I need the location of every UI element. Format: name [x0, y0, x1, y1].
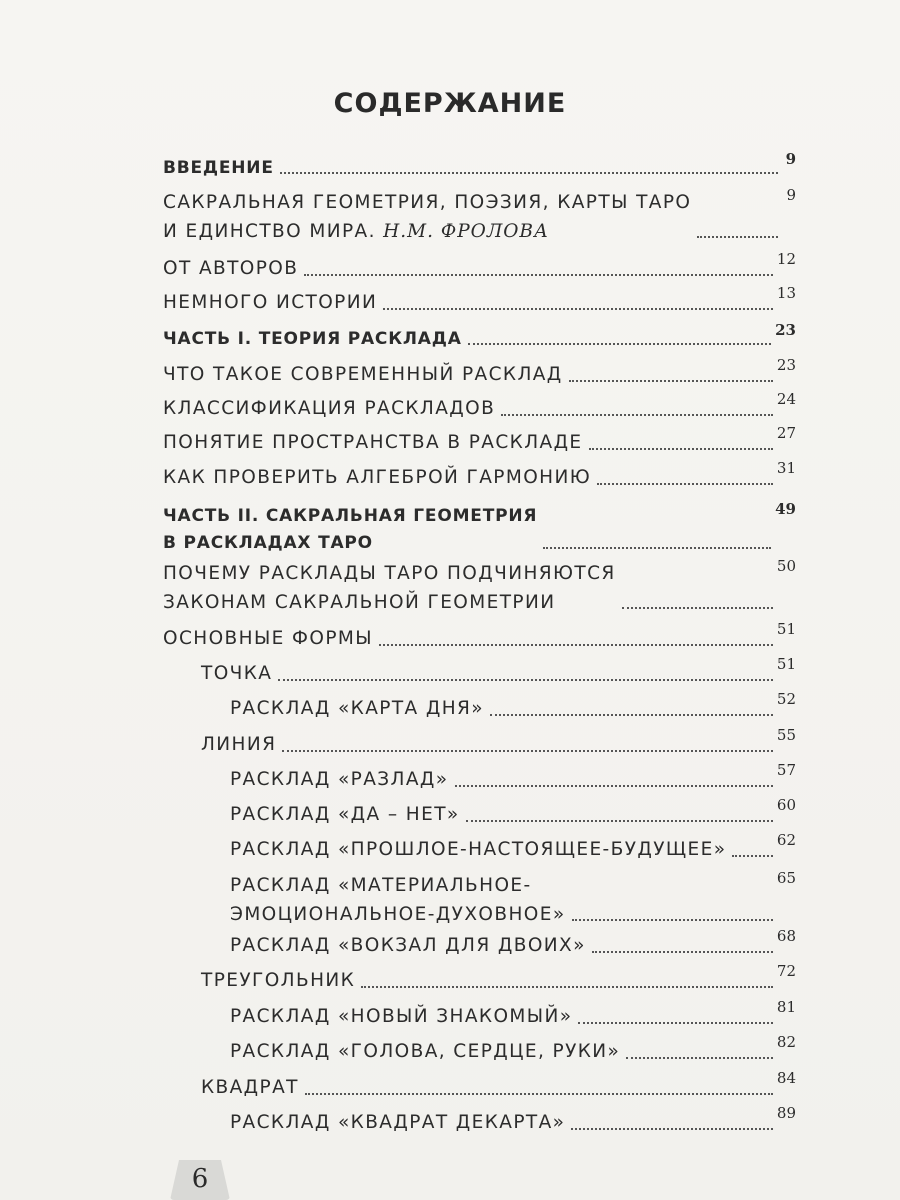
- toc-entry[interactable]: [163, 321, 796, 349]
- toc-entry[interactable]: [163, 459, 796, 488]
- dot-leader: [379, 644, 773, 646]
- toc-entry[interactable]: [201, 655, 796, 684]
- dot-leader: [304, 274, 773, 276]
- toc-page-number: 51: [776, 655, 796, 673]
- toc-entry-title: ПОНЯТИЕ ПРОСТРАНСТВА В РАСКЛАДЕ: [163, 432, 583, 453]
- toc-entry[interactable]: [230, 796, 796, 825]
- toc-entry-title: РАСКЛАД «ПРОШЛОЕ-НАСТОЯЩЕЕ-БУДУЩЕЕ»: [230, 839, 727, 860]
- dot-leader: [490, 714, 773, 716]
- toc-entry[interactable]: [230, 998, 796, 1027]
- dot-leader: [282, 750, 773, 752]
- toc-entry[interactable]: [163, 186, 796, 242]
- toc-page-number: 81: [776, 998, 796, 1016]
- dot-leader: [468, 343, 771, 345]
- toc-entry-title: И ЕДИНСТВО МИРА.: [163, 220, 376, 242]
- toc-entry-title: КВАДРАТ: [201, 1077, 299, 1098]
- page-number: 6: [191, 1164, 209, 1194]
- toc-entry[interactable]: [201, 962, 796, 991]
- toc-page-number: 57: [776, 761, 796, 779]
- dot-leader: [501, 414, 773, 416]
- dot-leader: [383, 308, 773, 310]
- toc-page-number: 55: [776, 726, 796, 744]
- toc-entry[interactable]: [230, 761, 796, 790]
- toc-page-number: 12: [776, 250, 796, 268]
- toc-entry-title: КЛАССИФИКАЦИЯ РАСКЛАДОВ: [163, 398, 496, 419]
- toc-entry[interactable]: [163, 390, 796, 419]
- dot-leader: [455, 785, 773, 787]
- toc-page-number: 50: [776, 557, 796, 575]
- toc-page-number: 49: [775, 500, 796, 518]
- toc-page-number: 60: [776, 796, 796, 814]
- dot-leader: [592, 951, 773, 953]
- page-title: СОДЕРЖАНИЕ: [333, 88, 567, 119]
- toc-page-number: 51: [776, 620, 796, 638]
- toc-page-number: 89: [776, 1104, 796, 1122]
- toc-entry-title: РАСКЛАД «РАЗЛАД»: [230, 769, 449, 790]
- toc-entry-title: ЗАКОНАМ САКРАЛЬНОЙ ГЕОМЕТРИИ: [163, 591, 556, 613]
- toc-page-number: 82: [776, 1033, 796, 1051]
- toc-entry-title: РАСКЛАД «ГОЛОВА, СЕРДЦЕ, РУКИ»: [230, 1041, 621, 1062]
- dot-leader: [361, 986, 773, 988]
- dot-leader: [280, 172, 778, 174]
- toc-entry[interactable]: [230, 927, 796, 956]
- toc-entry[interactable]: [163, 557, 796, 613]
- toc-entry[interactable]: [230, 1104, 796, 1133]
- dot-leader: [597, 483, 773, 485]
- dot-leader: [305, 1093, 773, 1095]
- toc-entry-title: ТОЧКА: [201, 663, 273, 684]
- toc-entry-title: ЧАСТЬ II. САКРАЛЬНАЯ ГЕОМЕТРИЯ: [163, 506, 538, 526]
- toc-entry-title: ЛИНИЯ: [201, 734, 277, 755]
- toc-entry-title: ОТ АВТОРОВ: [163, 258, 299, 279]
- toc-page-number: 24: [776, 390, 796, 408]
- toc-page-number: 13: [776, 284, 796, 302]
- toc-entry[interactable]: [163, 284, 796, 313]
- dot-leader: [589, 448, 773, 450]
- toc-entry[interactable]: [163, 620, 796, 649]
- toc-entry-title: ОСНОВНЫЕ ФОРМЫ: [163, 628, 373, 649]
- toc-page-number: 23: [776, 356, 796, 374]
- toc-page-number: 31: [776, 459, 796, 477]
- dot-leader: [697, 236, 778, 238]
- dot-leader: [572, 919, 773, 921]
- toc-entry[interactable]: [163, 356, 796, 385]
- toc-entry-title: РАСКЛАД «НОВЫЙ ЗНАКОМЫЙ»: [230, 1006, 573, 1027]
- toc-entry[interactable]: [163, 424, 796, 453]
- toc-page-number: 27: [776, 424, 796, 442]
- toc-entry-title: РАСКЛАД «КАРТА ДНЯ»: [230, 698, 485, 719]
- toc-entry-author: Н.М. ФРОЛОВА: [383, 220, 550, 242]
- toc-entry[interactable]: [230, 831, 796, 860]
- toc-page-number: 72: [776, 962, 796, 980]
- toc-entry[interactable]: [163, 250, 796, 279]
- toc-entry[interactable]: [230, 690, 796, 719]
- dot-leader: [543, 547, 771, 549]
- toc-entry[interactable]: [163, 500, 796, 553]
- toc-entry[interactable]: [201, 1069, 796, 1098]
- dot-leader: [732, 855, 772, 857]
- dot-leader: [578, 1022, 772, 1024]
- toc-entry[interactable]: [163, 150, 796, 178]
- toc-entry[interactable]: [201, 726, 796, 755]
- toc-page-number: 68: [776, 927, 796, 945]
- toc-entry-title: РАСКЛАД «КВАДРАТ ДЕКАРТА»: [230, 1112, 566, 1133]
- toc-entry[interactable]: [230, 1033, 796, 1062]
- dot-leader: [622, 607, 773, 609]
- toc-page-number: 23: [775, 321, 796, 339]
- toc-page-number: 84: [776, 1069, 796, 1087]
- toc-entry-title: ЧАСТЬ I. ТЕОРИЯ РАСКЛАДА: [163, 329, 462, 349]
- dot-leader: [569, 380, 773, 382]
- dot-leader: [278, 679, 773, 681]
- toc-entry-title: КАК ПРОВЕРИТЬ АЛГЕБРОЙ ГАРМОНИЮ: [163, 467, 592, 488]
- toc-entry-title: В РАСКЛАДАХ ТАРО: [163, 533, 373, 553]
- toc-page-number: 52: [776, 690, 796, 708]
- toc-entry-title: ВВЕДЕНИЕ: [163, 158, 274, 178]
- toc-entry-title: ЧТО ТАКОЕ СОВРЕМЕННЫЙ РАСКЛАД: [163, 364, 563, 385]
- dot-leader: [571, 1128, 773, 1130]
- toc-entry-title: ЭМОЦИОНАЛЬНОЕ-ДУХОВНОЕ»: [230, 903, 566, 925]
- dot-leader: [466, 820, 773, 822]
- toc-page-number: 65: [776, 869, 796, 887]
- toc-entry-title: РАСКЛАД «ВОКЗАЛ ДЛЯ ДВОИХ»: [230, 935, 586, 956]
- toc-entry-title: РАСКЛАД «ДА – НЕТ»: [230, 804, 460, 825]
- toc-entry-title: ПОЧЕМУ РАСКЛАДЫ ТАРО ПОДЧИНЯЮТСЯ: [163, 563, 616, 584]
- page-number-tab: [170, 1160, 230, 1200]
- toc-entry-title: ТРЕУГОЛЬНИК: [201, 970, 356, 991]
- toc-entry-title: РАСКЛАД «МАТЕРИАЛЬНОЕ-: [230, 875, 532, 896]
- dot-leader: [626, 1057, 773, 1059]
- toc-entry-title: САКРАЛЬНАЯ ГЕОМЕТРИЯ, ПОЭЗИЯ, КАРТЫ ТАРО: [163, 192, 692, 213]
- toc-page-number: 9: [785, 150, 796, 168]
- toc-page-number: 9: [786, 186, 796, 204]
- toc-entry-title: НЕМНОГО ИСТОРИИ: [163, 292, 378, 313]
- toc-page-number: 62: [776, 831, 796, 849]
- toc-entry[interactable]: [230, 869, 796, 925]
